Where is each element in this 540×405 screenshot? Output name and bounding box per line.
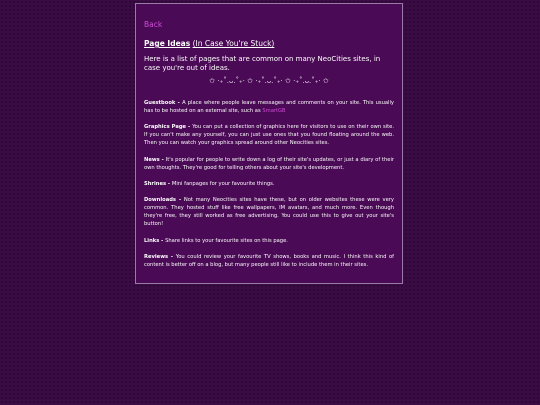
- list-item-graphics: Graphics Page - You can put a collection of graphics here for visitors to use on their own site. If you can't make any yourself, you can just use ones that you found floating around the web. Then you can watch your graphics spread around other Neocities sites.: [144, 124, 395, 147]
- entry-title: Links: [144, 237, 160, 244]
- star-divider: ✩ ‧₊˚.ᴗ.˚₊‧ ✩ ‧₊˚.ᴗ.˚₊‧ ✩ ‧₊˚.ᴗ.˚₊‧ ✩: [209, 77, 329, 85]
- page-title: Page Ideas: [144, 39, 191, 48]
- entry-body: You could review your favourite TV shows, books and music. I think this kind of content is better off on a blog, but many people still like to include them in their sites.: [144, 253, 395, 268]
- entry-title: Graphics Page: [144, 124, 187, 131]
- list-item-guestbook: Guestbook - A place where people leave messages and comments on your site. This usually has to be hosted on an external site, such as SmartGB: [144, 100, 394, 115]
- list-item-news: News - It's popular for people to write down a log of their site's updates, or just a diary of their own thoughts. They're good for telling others about your site's development.: [144, 156, 395, 171]
- page-ideas-list: [144, 99, 394, 269]
- entry-body: Mini fanpages for your favourite things.: [171, 180, 275, 187]
- page-subtitle: (In Case You're Stuck): [192, 39, 275, 48]
- intro-text: Here is a list of pages that are common on many NeoCities sites, in case you're out of ideas.: [144, 55, 381, 72]
- entry-body: A place where people leave messages and comments on your site. This usually has to be hosted on an external site, such as: [144, 100, 394, 115]
- entry-title: Reviews: [144, 253, 169, 260]
- entry-body: Not many Neocities sites have these, but on older websites these were very common. They hosted stuff like free wallpapers, IM avatars, and much more. Even though they're free, they still worked as free advertising. You could use this to give out your site's button!: [144, 197, 395, 228]
- entry-title: Guestbook: [144, 100, 176, 106]
- content-panel: [135, 3, 403, 284]
- entry-title: Downloads: [144, 197, 176, 204]
- page-heading: [144, 39, 394, 49]
- entry-body: You can put a collection of graphics here for visitors to use on their own site. If you can't make any yourself, you can just use ones that you found floating around the web. Then you can watch your graphics spread around other Neocities sites.: [144, 124, 395, 147]
- list-item-reviews: Reviews - You could review your favourite TV shows, books and music. I think this kind of content is better off on a blog, but many people still like to include them in their sites.: [144, 253, 395, 268]
- entry-body: Share links to your favourite sites on this page.: [165, 237, 288, 244]
- smartgb-link[interactable]: SmartGB: [262, 108, 286, 115]
- list-item-downloads: Downloads - Not many Neocities sites have these, but on older websites these were very common. They hosted stuff like free wallpapers, IM avatars, and much more. Even though they're free, they still worked as free advertising. You could use this to give out your site's button!: [144, 197, 395, 228]
- list-item-shrines: Shrines - Mini fanpages for your favourite things.: [144, 180, 275, 187]
- list-item-links: Links - Share links to your favourite sites on this page.: [144, 237, 288, 244]
- entry-body: It's popular for people to write down a log of their site's updates, or just a diary of their own thoughts. They're good for telling others about your site's development.: [144, 156, 395, 171]
- back-link[interactable]: Back: [144, 20, 163, 29]
- entry-title: Shrines: [144, 180, 167, 187]
- entry-title: News: [144, 156, 160, 163]
